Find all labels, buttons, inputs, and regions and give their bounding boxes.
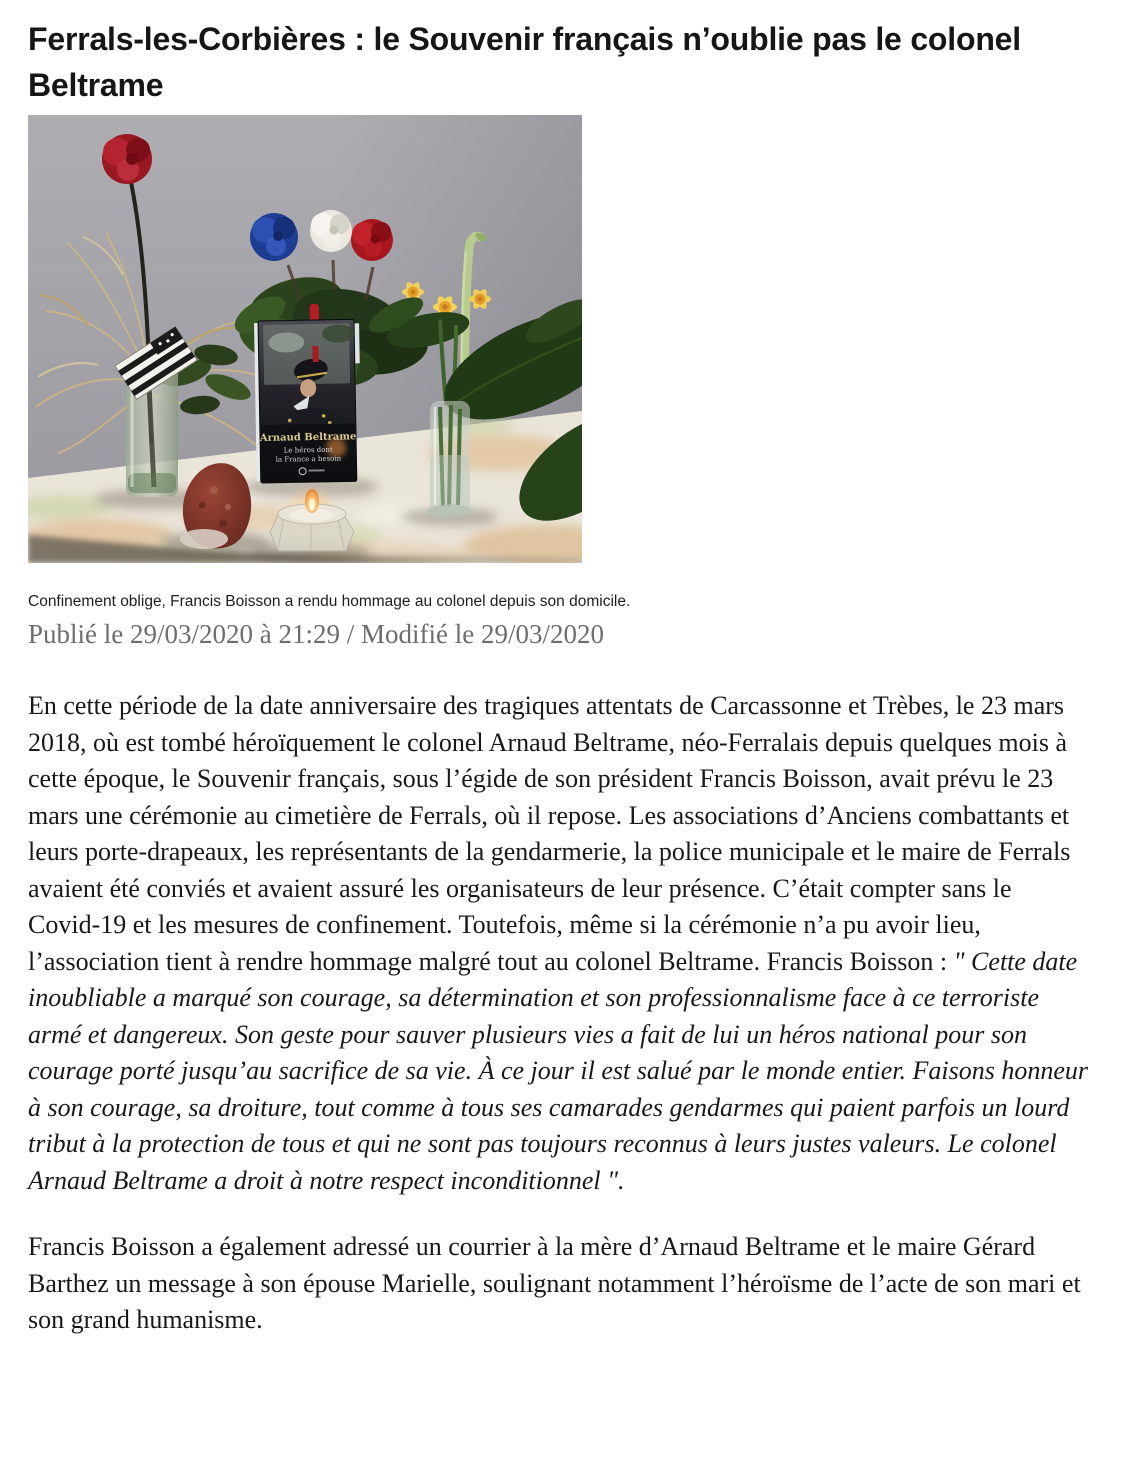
paragraph-1-quote: " Cette date inoubliable a marqué son courage, sa détermination et son professionnalisme face à ce terroriste armé et dangereux. Son geste pour sauver plusieurs vies a fait de lui un héros national pour son courage porté jusqu’au sacrifice de sa vie. À ce jour il est salué par le monde entier. Faisons honneur à son courage, sa droiture, tout comme à tous ses camarades gendarmes qui paient parfois un lourd tribut à la protection de tous et qui ne sont pas toujours reconnus à leurs justes valeurs. Le colonel Arnaud Beltrame a droit à notre respect inconditionnel ". bbox=[28, 946, 1089, 1195]
article-title-line2: Beltrame bbox=[28, 67, 164, 103]
paragraph-1-lead: En cette période de la date anniversaire des tragiques attentats de Carcassonne et Trèbes, le 23 mars 2018, où est tombé héroïquement le colonel Arnaud Beltrame, néo-Ferralais depuis quelques mois à cette époque, le Souvenir français, sous l’égide de son président Francis Boisson, avait prévu le 23 mars une cérémonie au cimetière de Ferrals, où il repose. Les associations d’Anciens combattants et leurs porte-drapeaux, les représentants de la gendarmerie, la police municipale et le maire de Ferrals avaient été conviés et avaient assuré les organisateurs de leur présence. C’était compter sans le Covid-19 et les mesures de confinement. Toutefois, même si la cérémonie n’a pu avoir lieu, l’association tient à rendre hommage malgré tout au colonel Beltrame. Francis Boisson : bbox=[28, 691, 1071, 976]
article-paragraph-1 bbox=[28, 688, 1090, 1199]
book-subtitle-line1: Le héros dont bbox=[283, 445, 333, 455]
left-red-rose bbox=[102, 134, 152, 184]
photo-caption: Confinement oblige, Francis Boisson a rendu hommage au colonel depuis son domicile. bbox=[28, 593, 631, 610]
beltrame-book-cover bbox=[254, 303, 362, 483]
publication-date: Publié le 29/03/2020 à 21:29 / Modifié le 29/03/2020 bbox=[28, 619, 604, 649]
blue-rose bbox=[250, 213, 298, 261]
memorial-photo-illustration bbox=[28, 115, 582, 563]
article-title bbox=[28, 16, 1104, 108]
white-rose bbox=[310, 210, 352, 252]
article-title-line1: Ferrals-les-Corbières : le Souvenir français n’oublie pas le colonel bbox=[28, 21, 1021, 57]
article-photo[interactable] bbox=[28, 115, 582, 563]
right-glass-vase bbox=[427, 401, 473, 518]
red-rose bbox=[351, 219, 393, 261]
article-paragraph-2: Francis Boisson a également adressé un courrier à la mère d’Arnaud Beltrame et le maire Gérard Barthez un message à son épouse Marielle, soulignant notamment l’héroïsme de l’acte de son mari et son grand humanisme. bbox=[28, 1232, 1081, 1334]
book-title-text: Arnaud Beltrame bbox=[259, 431, 357, 444]
book-subtitle-line2: la France a besoin bbox=[275, 454, 342, 464]
